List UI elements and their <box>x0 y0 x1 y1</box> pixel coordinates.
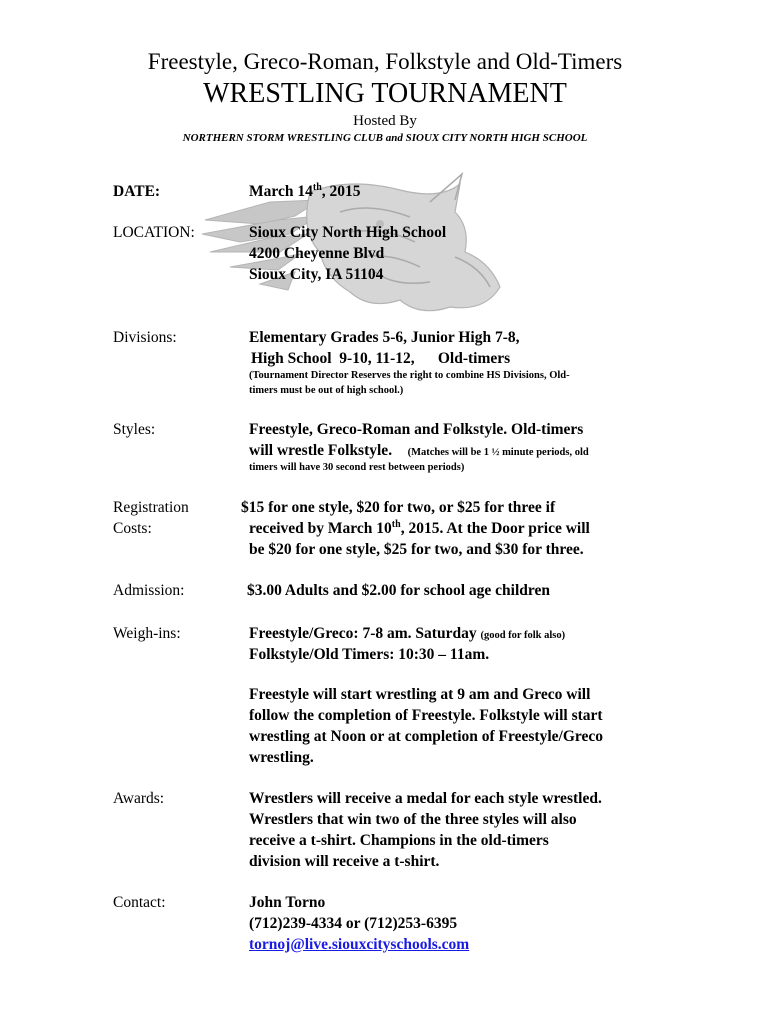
location-label: LOCATION: <box>113 224 195 241</box>
contact-email-link[interactable]: tornoj@live.siouxcityschools.com <box>249 936 470 953</box>
awards-label: Awards: <box>113 790 165 807</box>
registration-label-1: Registration <box>113 499 189 516</box>
weighins-para-1: Freestyle will start wrestling at 9 am and Greco will <box>249 686 591 703</box>
divisions-line-2: High School 9-10, 11-12, Old-timers <box>251 350 511 367</box>
weighins-para-4: wrestling. <box>249 749 314 766</box>
location-line-2: 4200 Cheyenne Blvd <box>249 245 385 262</box>
registration-label-2: Costs: <box>113 520 152 537</box>
divisions-note-1: (Tournament Director Reserves the right to combine HS Divisions, Old- <box>249 370 570 381</box>
weighins-line-2: Folkstyle/Old Timers: 10:30 – 11am. <box>249 646 490 663</box>
contact-label: Contact: <box>113 894 166 911</box>
styles-line-1: Freestyle, Greco-Roman and Folkstyle. Old-timers <box>249 421 584 438</box>
styles-note-2: timers will have 30 second rest between periods) <box>249 462 465 473</box>
divisions-note-2: timers must be out of high school.) <box>249 385 404 396</box>
awards-line-1: Wrestlers will receive a medal for each style wrestled. <box>249 790 602 807</box>
location-line-1: Sioux City North High School <box>249 224 447 241</box>
registration-line-1: $15 for one style, $20 for two, or $25 for three if <box>241 499 556 516</box>
styles-line-2: will wrestle Folkstyle. (Matches will be 1 ½ minute periods, old <box>249 442 589 459</box>
registration-line-2: received by March 10th, 2015. At the Door price will <box>249 518 590 537</box>
weighins-line-1: Freestyle/Greco: 7-8 am. Saturday (good for folk also) <box>249 625 566 642</box>
weighins-para-3: wrestling at Noon or at completion of Freestyle/Greco <box>249 728 603 745</box>
weighins-para-2: follow the completion of Freestyle. Folkstyle will start <box>249 707 603 724</box>
date-value: March 14th, 2015 <box>249 181 361 200</box>
awards-line-2: Wrestlers that win two of the three styles will also <box>249 811 577 828</box>
title-line-2: WRESTLING TOURNAMENT <box>203 78 567 109</box>
styles-note-inline: (Matches will be 1 ½ minute periods, old <box>407 447 589 458</box>
awards-line-4: division will receive a t-shirt. <box>249 853 440 870</box>
divisions-line-1: Elementary Grades 5-6, Junior High 7-8, <box>249 329 520 346</box>
hosted-by: Hosted By <box>353 113 417 129</box>
awards-line-3: receive a t-shirt. Champions in the old-timers <box>249 832 549 849</box>
contact-name: John Torno <box>249 894 326 911</box>
hosts: NORTHERN STORM WRESTLING CLUB and SIOUX CITY NORTH HIGH SCHOOL <box>182 132 588 144</box>
registration-line-3: be $20 for one style, $25 for two, and $30 for three. <box>249 541 584 558</box>
contact-phones: (712)239-4334 or (712)253-6395 <box>249 915 458 932</box>
admission-label: Admission: <box>113 582 185 599</box>
styles-label: Styles: <box>113 421 156 438</box>
date-label: DATE: <box>113 183 161 200</box>
weighins-note: (good for folk also) <box>480 630 566 641</box>
weighins-label: Weigh-ins: <box>113 625 181 642</box>
title-line-1: Freestyle, Greco-Roman, Folkstyle and Old-Timers <box>147 49 623 74</box>
admission-value: $3.00 Adults and $2.00 for school age children <box>247 582 551 599</box>
divisions-label: Divisions: <box>113 329 177 346</box>
location-line-3: Sioux City, IA 51104 <box>249 266 384 283</box>
